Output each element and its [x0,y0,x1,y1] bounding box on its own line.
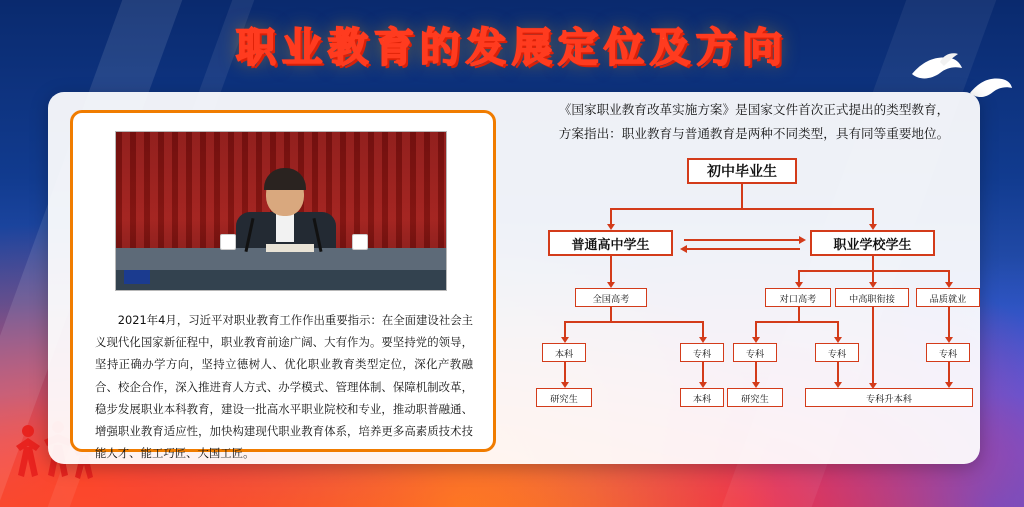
flow-arrow [680,245,687,253]
flow-node-n3: 全国高考 [575,288,647,307]
right-panel [518,92,980,464]
flow-edge [741,184,743,208]
dove-icon [910,52,964,86]
intro-line-1: 《国家职业教育改革实施方案》是国家文件首次正式提出的类型教育， [558,102,950,117]
flow-edge [837,362,839,384]
flow-edge [702,362,704,384]
flow-edge [684,248,800,250]
flow-node-n5: 中高职衔接 [835,288,909,307]
intro-line-2: 方案指出：职业教育与普通教育是两种不同类型，具有同等重要地位。 [558,125,950,141]
flow-node-n10: 专科 [815,343,859,362]
flow-node-n6: 品质就业 [916,288,980,307]
flow-node-n4: 对口高考 [765,288,831,307]
flow-node-n14: 研究生 [727,388,783,407]
flowchart [522,158,980,448]
flow-edge [948,307,950,339]
flow-edge [684,239,800,241]
flow-edge [872,256,874,270]
flow-edge [564,362,566,384]
flow-edge [872,307,874,385]
flow-node-n15: 专科升本科 [805,388,973,407]
content-card [48,92,980,464]
flow-edge [610,208,872,210]
poster-title: 职业教育的发展定位及方向 [236,25,788,71]
flow-edge [564,321,702,323]
flow-node-n2: 职业学校学生 [810,230,935,256]
flow-node-n13: 本科 [680,388,724,407]
flow-node-n7: 本科 [542,343,586,362]
flow-node-n12: 研究生 [536,388,592,407]
flow-edge [610,307,612,321]
flow-edge [798,307,800,321]
flow-edge [755,321,837,323]
flow-edge [755,362,757,384]
flow-node-n9: 专科 [733,343,777,362]
flow-arrow [799,236,806,244]
flow-node-n1: 普通高中学生 [548,230,673,256]
flow-edge [948,362,950,384]
left-panel [70,110,496,461]
flow-node-n11: 专科 [926,343,970,362]
flow-node-n0: 初中毕业生 [687,158,797,184]
intro-text [528,98,980,146]
flow-edge [610,256,612,284]
flow-node-n8: 专科 [680,343,724,362]
leader-meeting-photo [115,131,447,291]
left-paragraph: 2021年4月，习近平对职业教育工作作出重要指示：在全面建设社会主义现代化国家新征程中，职业教育前途广阔、大有作为。要坚持党的领导，坚持正确办学方向，坚持立德树人、优化职业教育类型定位，深化产教融合、校企合作，深入推进育人方式、办学模式、管理体制、保障机制改革，稳步发展职业本科教育，建设一批高水平职业院校和专业，推动职普融通、增强职业教育适应性，加快构建现代职业教育体系，培养更多高素质技术技能人才、能工巧匠、大国工匠。 [95,313,473,461]
